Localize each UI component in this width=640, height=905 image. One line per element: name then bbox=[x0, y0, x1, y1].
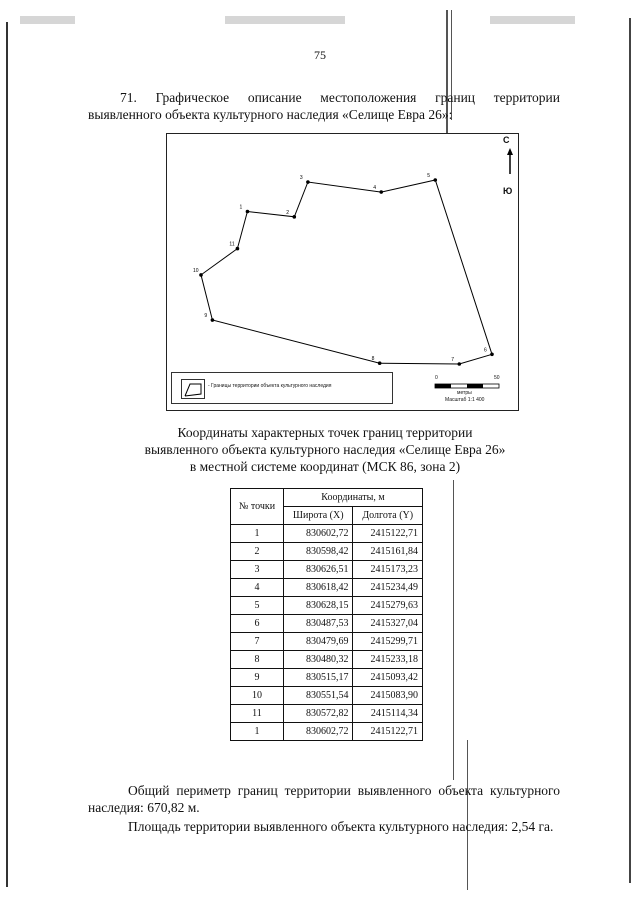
table-row bbox=[231, 561, 423, 579]
cell-lat: 830602,72 bbox=[284, 723, 353, 741]
table-row bbox=[231, 597, 423, 615]
table-row bbox=[231, 633, 423, 651]
boundary-point-marker bbox=[236, 247, 240, 251]
cell-point: 9 bbox=[231, 669, 284, 687]
section-heading bbox=[88, 89, 560, 123]
cell-lat: 830626,51 bbox=[284, 561, 353, 579]
north-arrowhead-icon bbox=[507, 148, 513, 155]
header-point: № точки bbox=[231, 489, 284, 525]
cell-lat: 830487,53 bbox=[284, 615, 353, 633]
coordinates-title-line: выявленного объекта культурного наследия «Селище Евра 26» bbox=[144, 442, 506, 457]
cell-point: 10 bbox=[231, 687, 284, 705]
table-row bbox=[231, 723, 423, 741]
scan-artifact bbox=[453, 480, 454, 780]
boundary-point-marker bbox=[292, 215, 296, 219]
boundary-point-marker bbox=[211, 318, 215, 322]
cell-point: 8 bbox=[231, 651, 284, 669]
table-row bbox=[231, 705, 423, 723]
table-row bbox=[231, 525, 423, 543]
coordinates-title bbox=[100, 424, 550, 475]
coordinates-table-body bbox=[231, 525, 423, 741]
boundary-point-label: 9 bbox=[204, 313, 208, 320]
scan-artifact bbox=[225, 16, 345, 24]
cell-lat: 830479,69 bbox=[284, 633, 353, 651]
cell-lat: 830602,72 bbox=[284, 525, 353, 543]
scale-bar bbox=[417, 375, 517, 407]
cell-lat: 830618,42 bbox=[284, 579, 353, 597]
scan-edge-right bbox=[629, 18, 631, 883]
cell-lon: 2415161,84 bbox=[353, 543, 423, 561]
boundary-point-label: 10 bbox=[193, 267, 199, 274]
scale-ratio: Масштаб 1:1 400 bbox=[445, 397, 485, 403]
header-lat: Широта (X) bbox=[284, 507, 353, 525]
table-row bbox=[231, 543, 423, 561]
boundary-point-marker bbox=[457, 362, 461, 366]
boundary-point-marker bbox=[378, 361, 382, 365]
cell-lat: 830551,54 bbox=[284, 687, 353, 705]
boundary-point-label: 5 bbox=[427, 173, 431, 179]
cell-point: 2 bbox=[231, 543, 284, 561]
cell-point: 4 bbox=[231, 579, 284, 597]
cell-lon: 2415122,71 bbox=[353, 525, 423, 543]
perimeter-paragraph: Общий периметр границ территории выявленного объекта культурного наследия: 670,82 м. bbox=[88, 783, 560, 815]
cell-lon: 2415122,71 bbox=[353, 723, 423, 741]
table-row bbox=[231, 669, 423, 687]
cell-point: 6 bbox=[231, 615, 284, 633]
map-drawing bbox=[167, 134, 518, 410]
boundary-point-label: 8 bbox=[371, 356, 375, 363]
map-legend bbox=[171, 372, 393, 404]
boundary-point-label: 7 bbox=[451, 357, 455, 363]
boundary-point-marker bbox=[246, 210, 250, 214]
coordinates-title-line: Координаты характерных точек границ территории bbox=[177, 425, 473, 440]
compass-south-label: Ю bbox=[503, 186, 513, 196]
cell-lon: 2415093,42 bbox=[353, 669, 423, 687]
boundary-points-layer bbox=[193, 173, 494, 366]
cell-lon: 2415114,34 bbox=[353, 705, 423, 723]
boundary-point-marker bbox=[199, 273, 203, 277]
coordinates-title-line: в местной системе координат (МСК 86, зона 2) bbox=[189, 459, 461, 474]
cell-lat: 830515,17 bbox=[284, 669, 353, 687]
cell-lat: 830598,42 bbox=[284, 543, 353, 561]
boundary-polygon-layer bbox=[201, 180, 492, 364]
coordinates-table bbox=[230, 488, 423, 741]
cell-point: 5 bbox=[231, 597, 284, 615]
scan-artifact bbox=[20, 16, 75, 24]
scan-edge-left bbox=[6, 22, 8, 887]
header-coords: Координаты, м bbox=[284, 489, 423, 507]
compass-north-label: С bbox=[503, 135, 510, 145]
table-row bbox=[231, 687, 423, 705]
boundary-point-marker bbox=[379, 190, 383, 194]
cell-point: 11 bbox=[231, 705, 284, 723]
cell-lon: 2415083,90 bbox=[353, 687, 423, 705]
cell-point: 1 bbox=[231, 723, 284, 741]
table-row bbox=[231, 615, 423, 633]
cell-lon: 2415173,23 bbox=[353, 561, 423, 579]
table-row bbox=[231, 651, 423, 669]
cell-point: 7 bbox=[231, 633, 284, 651]
section-title: Графическое описание местоположения границ территории выявленного объекта культурного наследия «Селище Евра 26»: bbox=[88, 90, 561, 122]
boundary-legend-icon bbox=[181, 379, 205, 399]
boundary-point-marker bbox=[490, 352, 494, 356]
section-number: 71. bbox=[120, 90, 137, 105]
boundary-point-marker bbox=[433, 178, 437, 182]
scale-unit: метры bbox=[457, 390, 472, 396]
legend-text: - Границы территории объекта культурного наследия bbox=[208, 383, 332, 389]
cell-lon: 2415233,18 bbox=[353, 651, 423, 669]
scan-artifact bbox=[490, 16, 575, 24]
table-row bbox=[231, 579, 423, 597]
cell-lat: 830572,82 bbox=[284, 705, 353, 723]
header-lon: Долгота (Y) bbox=[353, 507, 423, 525]
boundary-point-label: 11 bbox=[229, 241, 235, 248]
boundary-point-marker bbox=[306, 180, 310, 184]
area-paragraph: Площадь территории выявленного объекта культурного наследия: 2,54 га. bbox=[128, 819, 554, 834]
boundary-point-label: 6 bbox=[484, 347, 487, 354]
cell-lat: 830480,32 bbox=[284, 651, 353, 669]
cell-lon: 2415299,71 bbox=[353, 633, 423, 651]
scale-zero: 0 bbox=[435, 375, 438, 381]
boundary-point-label: 4 bbox=[373, 185, 377, 192]
cell-lon: 2415327,04 bbox=[353, 615, 423, 633]
scale-max: 50 bbox=[494, 375, 500, 381]
cell-lon: 2415234,49 bbox=[353, 579, 423, 597]
cell-lat: 830628,15 bbox=[284, 597, 353, 615]
boundary-point-label: 3 bbox=[299, 175, 303, 182]
cell-lon: 2415279,63 bbox=[353, 597, 423, 615]
scale-bar-graphic bbox=[433, 381, 533, 393]
boundary-point-label: 1 bbox=[239, 204, 243, 211]
cell-point: 3 bbox=[231, 561, 284, 579]
cell-point: 1 bbox=[231, 525, 284, 543]
boundary-polygon bbox=[201, 180, 492, 364]
page-number: 75 bbox=[314, 48, 326, 62]
boundary-point-label: 2 bbox=[286, 209, 290, 216]
boundary-map bbox=[166, 133, 519, 411]
